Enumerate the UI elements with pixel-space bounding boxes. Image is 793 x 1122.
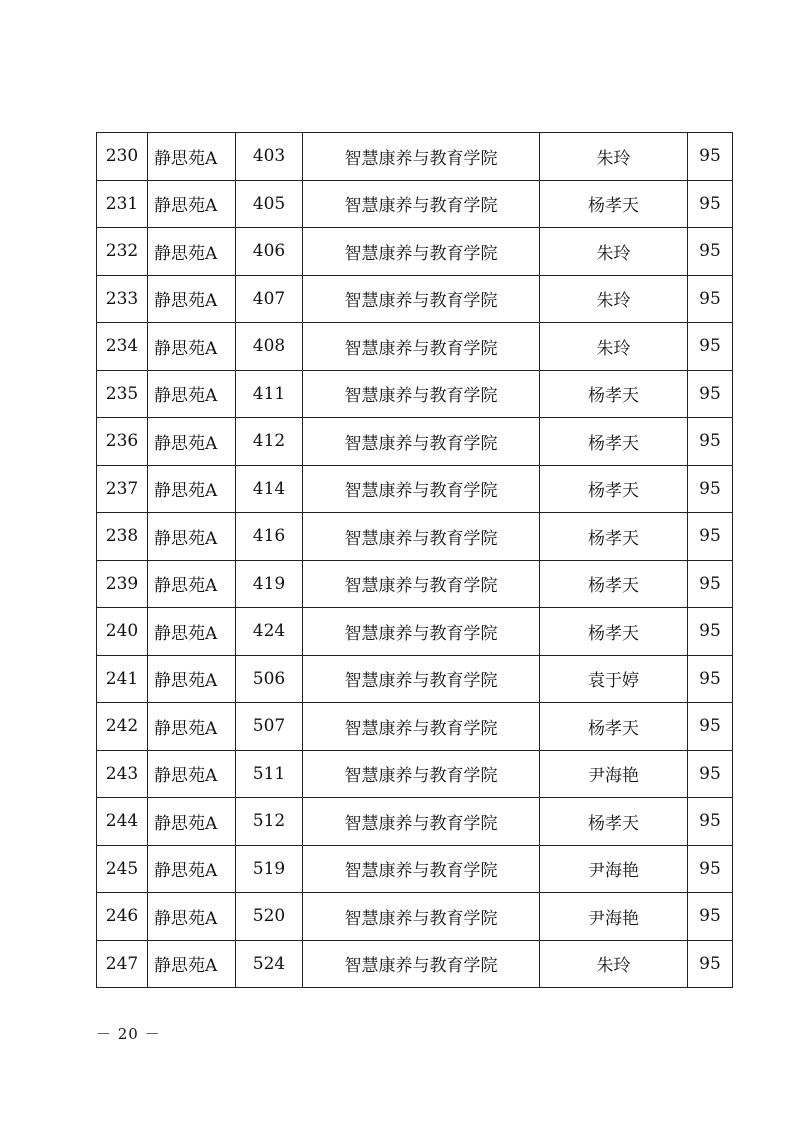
cell-building: 静思苑A	[148, 798, 236, 846]
cell-building: 静思苑A	[148, 750, 236, 798]
cell-score: 95	[688, 940, 733, 988]
cell-number: 239	[97, 560, 148, 608]
cell-number: 236	[97, 418, 148, 466]
cell-counselor: 朱玲	[540, 228, 688, 276]
cell-room: 519	[236, 845, 303, 893]
cell-counselor: 尹海艳	[540, 750, 688, 798]
cell-score: 95	[688, 655, 733, 703]
cell-room: 408	[236, 323, 303, 371]
cell-college: 智慧康养与教育学院	[303, 655, 540, 703]
cell-counselor: 朱玲	[540, 940, 688, 988]
cell-college: 智慧康养与教育学院	[303, 180, 540, 228]
cell-college: 智慧康养与教育学院	[303, 845, 540, 893]
cell-building: 静思苑A	[148, 560, 236, 608]
cell-score: 95	[688, 608, 733, 656]
table-row	[97, 370, 733, 418]
cell-score: 95	[688, 798, 733, 846]
table-row	[97, 465, 733, 513]
cell-counselor: 杨孝天	[540, 180, 688, 228]
cell-college: 智慧康养与教育学院	[303, 560, 540, 608]
cell-number: 237	[97, 465, 148, 513]
table-row	[97, 655, 733, 703]
cell-room: 506	[236, 655, 303, 703]
table-row	[97, 228, 733, 276]
cell-college: 智慧康养与教育学院	[303, 703, 540, 751]
cell-counselor: 朱玲	[540, 323, 688, 371]
cell-counselor: 尹海艳	[540, 845, 688, 893]
cell-number: 231	[97, 180, 148, 228]
cell-building: 静思苑A	[148, 228, 236, 276]
cell-score: 95	[688, 465, 733, 513]
cell-score: 95	[688, 513, 733, 561]
cell-counselor: 尹海艳	[540, 893, 688, 941]
table-row	[97, 418, 733, 466]
cell-counselor: 杨孝天	[540, 703, 688, 751]
cell-score: 95	[688, 893, 733, 941]
cell-number: 230	[97, 133, 148, 181]
cell-number: 241	[97, 655, 148, 703]
cell-building: 静思苑A	[148, 655, 236, 703]
table-row	[97, 750, 733, 798]
cell-building: 静思苑A	[148, 370, 236, 418]
cell-counselor: 袁于婷	[540, 655, 688, 703]
cell-room: 511	[236, 750, 303, 798]
cell-number: 244	[97, 798, 148, 846]
cell-college: 智慧康养与教育学院	[303, 798, 540, 846]
cell-college: 智慧康养与教育学院	[303, 465, 540, 513]
cell-number: 242	[97, 703, 148, 751]
cell-score: 95	[688, 845, 733, 893]
cell-college: 智慧康养与教育学院	[303, 750, 540, 798]
cell-counselor: 杨孝天	[540, 465, 688, 513]
cell-college: 智慧康养与教育学院	[303, 940, 540, 988]
cell-score: 95	[688, 703, 733, 751]
cell-counselor: 杨孝天	[540, 370, 688, 418]
table-row	[97, 133, 733, 181]
cell-room: 406	[236, 228, 303, 276]
cell-room: 405	[236, 180, 303, 228]
cell-building: 静思苑A	[148, 180, 236, 228]
cell-room: 416	[236, 513, 303, 561]
table-row	[97, 893, 733, 941]
cell-room: 411	[236, 370, 303, 418]
dormitory-score-table-wrapper	[96, 132, 733, 988]
cell-building: 静思苑A	[148, 513, 236, 561]
cell-score: 95	[688, 418, 733, 466]
cell-counselor: 朱玲	[540, 275, 688, 323]
table-row	[97, 703, 733, 751]
cell-college: 智慧康养与教育学院	[303, 418, 540, 466]
cell-number: 238	[97, 513, 148, 561]
cell-college: 智慧康养与教育学院	[303, 133, 540, 181]
cell-room: 512	[236, 798, 303, 846]
cell-number: 243	[97, 750, 148, 798]
cell-building: 静思苑A	[148, 418, 236, 466]
cell-room: 419	[236, 560, 303, 608]
cell-room: 403	[236, 133, 303, 181]
cell-room: 520	[236, 893, 303, 941]
cell-building: 静思苑A	[148, 275, 236, 323]
cell-room: 524	[236, 940, 303, 988]
cell-number: 245	[97, 845, 148, 893]
table-row	[97, 560, 733, 608]
cell-college: 智慧康养与教育学院	[303, 513, 540, 561]
cell-room: 507	[236, 703, 303, 751]
cell-counselor: 杨孝天	[540, 608, 688, 656]
cell-number: 234	[97, 323, 148, 371]
cell-score: 95	[688, 133, 733, 181]
table-row	[97, 275, 733, 323]
cell-number: 247	[97, 940, 148, 988]
cell-number: 232	[97, 228, 148, 276]
cell-room: 424	[236, 608, 303, 656]
table-row	[97, 323, 733, 371]
dormitory-score-table	[96, 132, 733, 988]
cell-counselor: 杨孝天	[540, 418, 688, 466]
cell-building: 静思苑A	[148, 133, 236, 181]
cell-number: 240	[97, 608, 148, 656]
cell-college: 智慧康养与教育学院	[303, 893, 540, 941]
cell-building: 静思苑A	[148, 845, 236, 893]
cell-room: 414	[236, 465, 303, 513]
cell-building: 静思苑A	[148, 608, 236, 656]
table-body	[97, 133, 733, 988]
cell-score: 95	[688, 228, 733, 276]
cell-score: 95	[688, 750, 733, 798]
cell-score: 95	[688, 323, 733, 371]
cell-counselor: 杨孝天	[540, 513, 688, 561]
cell-counselor: 朱玲	[540, 133, 688, 181]
cell-college: 智慧康养与教育学院	[303, 608, 540, 656]
table-row	[97, 513, 733, 561]
cell-building: 静思苑A	[148, 940, 236, 988]
cell-score: 95	[688, 180, 733, 228]
page-number: － 20 －	[96, 1025, 161, 1043]
cell-number: 246	[97, 893, 148, 941]
cell-college: 智慧康养与教育学院	[303, 228, 540, 276]
cell-counselor: 杨孝天	[540, 798, 688, 846]
cell-building: 静思苑A	[148, 465, 236, 513]
cell-room: 407	[236, 275, 303, 323]
cell-room: 412	[236, 418, 303, 466]
cell-score: 95	[688, 560, 733, 608]
table-row	[97, 608, 733, 656]
cell-building: 静思苑A	[148, 323, 236, 371]
table-row	[97, 798, 733, 846]
cell-college: 智慧康养与教育学院	[303, 275, 540, 323]
cell-number: 235	[97, 370, 148, 418]
cell-counselor: 杨孝天	[540, 560, 688, 608]
cell-college: 智慧康养与教育学院	[303, 370, 540, 418]
cell-score: 95	[688, 275, 733, 323]
table-row	[97, 845, 733, 893]
cell-college: 智慧康养与教育学院	[303, 323, 540, 371]
cell-building: 静思苑A	[148, 893, 236, 941]
table-row	[97, 940, 733, 988]
cell-number: 233	[97, 275, 148, 323]
cell-building: 静思苑A	[148, 703, 236, 751]
table-row	[97, 180, 733, 228]
cell-score: 95	[688, 370, 733, 418]
